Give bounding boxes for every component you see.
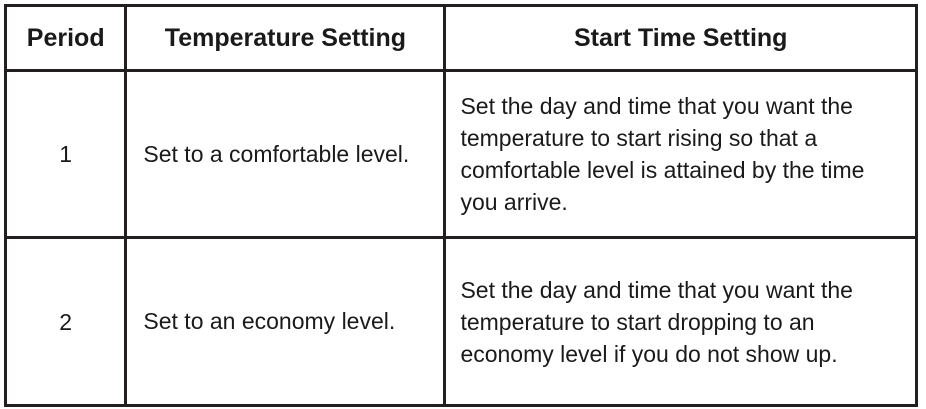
column-header-temperature-setting: Temperature Setting [126, 6, 445, 71]
period-settings-table [4, 4, 918, 407]
table-row [6, 238, 917, 406]
table-header-row [6, 6, 917, 71]
cell-start-time-1: Set the day and time that you want the temperature to start rising so that a comfortable level is attained by the time you arrive. [445, 71, 917, 238]
table-header [6, 6, 917, 71]
cell-period-1: 1 [6, 71, 126, 238]
cell-temperature-2: Set to an economy level. [126, 238, 445, 406]
table-body [6, 71, 917, 406]
table-row [6, 71, 917, 238]
cell-start-time-2: Set the day and time that you want the temperature to start dropping to an economy level if you do not show up. [445, 238, 917, 406]
cell-temperature-1: Set to a comfortable level. [126, 71, 445, 238]
column-header-start-time-setting: Start Time Setting [445, 6, 917, 71]
cell-period-2: 2 [6, 238, 126, 406]
column-header-period: Period [6, 6, 126, 71]
